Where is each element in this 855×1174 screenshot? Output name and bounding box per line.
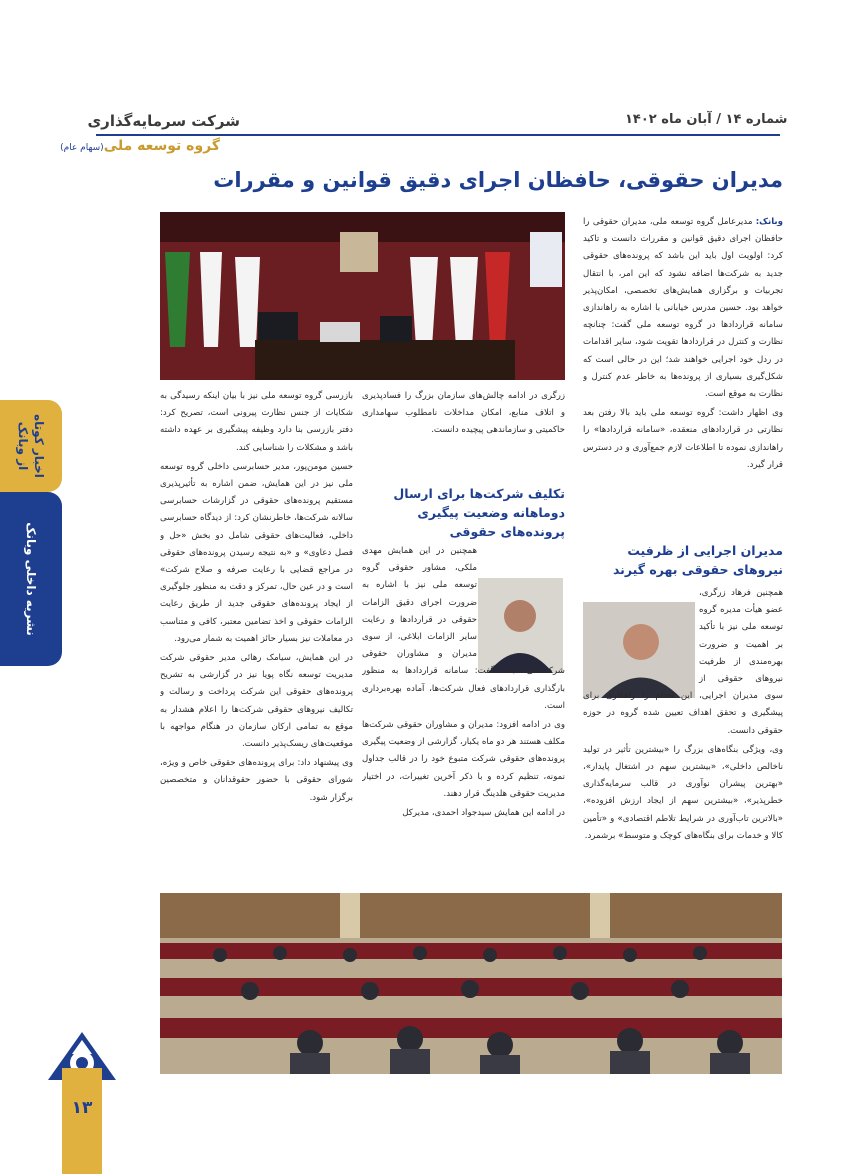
issue-number: شماره ۱۴ / آبان ماه ۱۴۰۲ xyxy=(625,112,788,127)
paragraph: در ادامه این همایش سیدجواد احمدی، مدیرکل xyxy=(402,808,565,819)
conference-stage-photo xyxy=(160,212,565,380)
bulletin-tab-label: نشریه داخلی وبانک xyxy=(24,522,38,636)
paragraph: در این همایش، سیامک رهائی مدیر حقوقی شرکت مدیریت توسعه نگاه پویا نیز در گزارشی به تشریح پرونده‌های حقوقی این شرکت پرداخت و رسالت و تکالیف نیروهای حقوقی شرکت‌ها را اعلام هشدار به موقع به تمامی ارکان سازمان در هنگام مواجهه با موقعیت‌های ریسک‌پذیر دانست. xyxy=(160,653,353,750)
group-label: گروه توسعه ملی xyxy=(103,138,220,154)
article-title: مدیران حقوقی، حافظان اجرای دقیق قوانین و مقررات xyxy=(213,168,783,192)
paragraph: وی پیشنهاد داد: برای پرونده‌های حقوقی خاص و ویژه، شورای حقوقی با حضور حقوقدانان و متخصصین برگزار شود. xyxy=(160,758,353,803)
paragraph: حسین مومن‌پور، مدیر حسابرسی داخلی گروه توسعه ملی نیز در این همایش، ضمن اشاره به تأثیرپذیری مستقیم پرونده‌های حقوقی در گزارشات حسابرسی سالانه شرکت‌ها، خاطرنشان کرد: از دیدگاه حسابرسی داخلی، فعالیت‌های حقوقی شامل دو بخش «حل و فصل دعاوی» و «به نتیجه رسیدن پرونده‌های حقوقی در مراجع قضایی با رعایت صرفه و صلاح شرکت» است و در عین حال، تمرکز و دقت به منظور جلوگیری از ایجاد پرونده‌های حقوقی جدید از طریق رعایت الزامات حقوقی و اخذ تضامین معتبر، کافی و متناسب در معاملات نیز بسیار حائز اهمیت به شمار می‌رود. xyxy=(160,461,353,644)
article-column-middle-wrap xyxy=(362,543,565,877)
article-column-middle xyxy=(362,388,565,466)
group-note: (سهام عام) xyxy=(60,143,104,153)
header-divider xyxy=(96,134,780,136)
group-name xyxy=(60,138,220,154)
news-tab-line1: اخبار کوتاه xyxy=(32,414,46,478)
article-column-right-wrap xyxy=(583,585,783,881)
paragraph: وی در ادامه افزود: مدیران و مشاوران حقوقی شرکت‌ها مکلف هستند هر دو ماه یکبار، گزارشی از وضعیت پیگیری پرونده‌های حقوقی شرکت متبوع خود را در قالب جداول نمونه، تنظیم کرده و با ذکر آخرین تغییرات، در اختیار مدیریت حقوقی هلدینگ قرار دهند. xyxy=(362,720,565,799)
paragraph: همچنین در این همایش مهدی ملکی، مشاور حقوقی گروه توسعه ملی نیز با اشاره به ضرورت اجرای دقیق الزامات حقوقی در قراردادها و رعایت سایر الزامات ابلاغی، از سوی مدیران و مشاوران حقوقی شرکت‌های تابعه، گفت: سامانه قراردادها به منظور بارگذاری قراردادهای فعال شرکت‌ها، آماده بهره‌برداری است. xyxy=(362,546,565,711)
paragraph: بازرسی گروه توسعه ملی نیز با بیان اینکه رسیدگی به شکایات از جنس نظارت پیرونی است، تصریح کرد: دفتر بازرسی بنا دارد وظیفه پیشگیری بر عهده داشته باشد و مشکلات را شناسایی کند. xyxy=(160,391,353,453)
audience-photo xyxy=(160,893,782,1074)
article-column-right xyxy=(583,214,783,544)
article-column-left xyxy=(160,388,353,878)
bulletin-tab[interactable] xyxy=(0,492,62,666)
news-section-tab[interactable] xyxy=(0,400,62,492)
lead-label: وبانک: xyxy=(755,217,783,227)
section-subheading: مدیران اجرایی از ظرفیت نیروهای حقوقی بهره گیرند xyxy=(612,543,783,577)
section-subheading: تکلیف شرکت‌ها برای ارسال دوماهانه وضعیت پیگیری پرونده‌های حقوقی xyxy=(393,486,565,539)
news-tab-line2: از وبانک xyxy=(16,421,30,471)
paragraph: مدیرعامل گروه توسعه ملی، مدیران حقوقی را حافظان اجرای دقیق قوانین و مقررات دانست و تاکید کرد: اولویت اول باید این باشد که پرونده‌های حقوقی جدید به شرکت‌ها اضافه نشود که این امر، با انتقال تجربیات و برگزاری همایش‌های تخصصی، امکان‌پذیر خواهد بود. حسین مدرس خیابانی با اشاره به راهاندازی سامانه قراردادها در گروه توسعه ملی گفت: چنانچه نظارت و کنترل در قراردادها تقویت شود، سایر اقدامات در ردل خود اجرایی خواهند شد؛ این در حالی است که شکل‌گیری بسیاری از پرونده‌ها به خاطر عدم کنترل و نظارت به موقع است. xyxy=(583,217,783,400)
paragraph: همچنین فرهاد زرگری، عضو هیأت مدیره گروه توسعه ملی نیز با تأکید بر اهمیت و ضرورت بهره‌مندی از ظرفیت نیروهای حقوقی از سوی مدیران اجرایی، این اقدام را راهکاری برای پیشگیری و تحقق اهداف تعیین شده گروه در حوزه حقوقی دانست. xyxy=(583,588,783,736)
company-name: شرکت سرمایه‌گذاری xyxy=(87,112,240,130)
page-number: ۱۳ xyxy=(71,1098,93,1118)
paragraph: زرگری در ادامه چالش‌های سازمان بزرگ را فسادپذیری و اتلاف منابع، امکان مداخلات نامطلوب سهامداری حاکمیتی و سازماندهی پیچیده دانست. xyxy=(362,391,565,436)
paragraph: وی اظهار داشت: گروه توسعه ملی باید بالا رفتن بعد نظارتی در قراردادهای منعقده، «سامانه قراردادها» را راهاندازی نموده تا اطلاعات لازم جمع‌آوری و در دسترس قرار گیرد. xyxy=(583,408,783,470)
news-tab-label xyxy=(15,414,47,478)
page-number-bar xyxy=(62,1068,102,1174)
paragraph: وی، ویژگی بنگاه‌های بزرگ را «بیشترین تأثیر در تولید ناخالص داخلی»، «بیشترین سهم در اشتغال پایدار»، «بهترین پیشران نوآوری در قالب سرمایه‌گذاری خطرپذیر»، «بیشترین سهم از ایجاد ارزش افزوده»، «بالاترین تاب‌آوری در شرایط تلاطم اقتصادی» و «تأمین کالا و خدمات برای بنگاه‌های کوچک و متوسط» برشمرد. xyxy=(583,744,783,841)
